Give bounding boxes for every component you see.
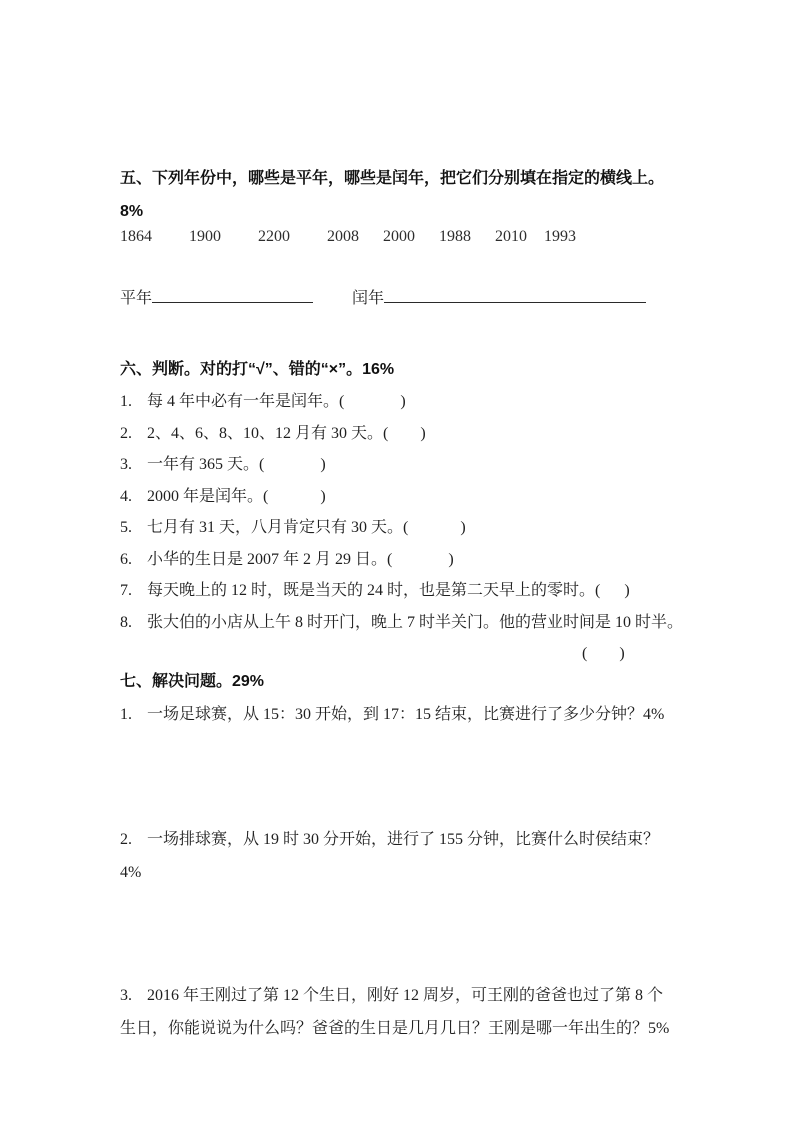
item-text: 小华的生日是 2007 年 2 月 29 日。 <box>147 550 388 568</box>
item-number: 5. <box>120 519 132 536</box>
item-number: 2. <box>120 830 132 848</box>
judgment-item <box>120 418 678 450</box>
item-text: 2000 年是闰年。 <box>147 487 264 505</box>
judgment-item <box>120 575 678 607</box>
year-value: 1864 <box>120 228 152 245</box>
problem-item <box>120 979 678 1045</box>
answer-paren: ( ) <box>339 393 406 410</box>
common-year-group <box>120 290 317 307</box>
item-text: 七月有 31 天，八月肯定只有 30 天。 <box>147 519 404 536</box>
item-text: 张大伯的小店从上午 8 时开门，晚上 7 时半关门。他的营业时间是 10 时半。 <box>147 613 684 631</box>
common-year-label: 平年 <box>120 290 153 307</box>
judgment-item <box>120 481 678 513</box>
section6-title: 六、判断。对的打“√”、错的“×”。16% <box>120 361 395 378</box>
item-number: 2. <box>120 424 132 442</box>
item-number: 3. <box>120 986 132 1004</box>
item-number: 8. <box>120 613 132 631</box>
year-value: 1993 <box>544 228 576 245</box>
answer-paren: ( ) <box>259 456 326 473</box>
item-number: 6. <box>120 550 132 568</box>
leap-year-label: 闰年 <box>352 290 385 307</box>
judgment-item <box>120 386 678 418</box>
year-value: 2010 <box>495 228 527 245</box>
item-text: 一年有 365 天。 <box>147 456 260 473</box>
section7-title: 七、解决问题。29% <box>120 672 265 690</box>
judgment-item <box>120 449 678 481</box>
answer-paren: ( ) <box>403 519 466 536</box>
section5-title: 五、下列年份中，哪些是平年，哪些是闰年，把它们分别填在指定的横线上。 <box>120 170 665 187</box>
common-year-blank <box>152 286 313 303</box>
section-pingnian-runnian <box>120 162 678 311</box>
problem-item <box>120 823 678 889</box>
item-text: 一场排球赛，从 19 时 30 分开始，进行了 155 分钟，比赛什么时侯结束？4% <box>120 830 660 881</box>
answer-paren: ( ) <box>582 645 625 662</box>
answer-paren: ( ) <box>383 424 426 442</box>
year-value: 1900 <box>189 228 221 245</box>
answer-paren: ( ) <box>595 582 630 599</box>
section5-score: 8% <box>120 203 144 220</box>
item-number: 7. <box>120 582 132 599</box>
section-problems <box>120 665 678 1045</box>
judgment-item <box>120 607 684 639</box>
item-text: 一场足球赛，从 15：30 开始，到 17：15 结束，比赛进行了多少分钟？4% <box>147 705 665 723</box>
answer-paren: ( ) <box>263 487 326 505</box>
item-number: 3. <box>120 456 132 473</box>
item-text: 2、4、6、8、10、12 月有 30 天。 <box>147 424 384 442</box>
judgment-item <box>120 512 678 544</box>
year-value: 2200 <box>258 228 290 245</box>
item-number: 1. <box>120 705 132 723</box>
judgment-item <box>120 544 678 576</box>
leap-year-blank <box>384 286 646 303</box>
item-text: 每天晚上的 12 时，既是当天的 24 时，也是第二天早上的零时。 <box>147 582 596 599</box>
item-text: 2016 年王刚过了第 12 个生日，刚好 12 周岁，可王刚的爸爸也过了第 8 个生日，你能说说为什么吗？爸爸的生日是几月几日？王刚是哪一年出生的？5% <box>120 986 670 1037</box>
item-text: 每 4 年中必有一年是闰年。 <box>147 393 340 410</box>
year-value: 2008 <box>327 228 359 245</box>
year-value: 2000 <box>383 228 415 245</box>
problem-item <box>120 698 678 731</box>
item-number: 4. <box>120 487 132 505</box>
section-judgment <box>120 353 684 670</box>
answer-paren: ( ) <box>387 550 454 568</box>
year-value: 1988 <box>439 228 471 245</box>
year-list <box>120 222 678 252</box>
leap-year-group <box>352 290 646 307</box>
answer-blank-row <box>120 286 678 311</box>
item-number: 1. <box>120 393 132 410</box>
